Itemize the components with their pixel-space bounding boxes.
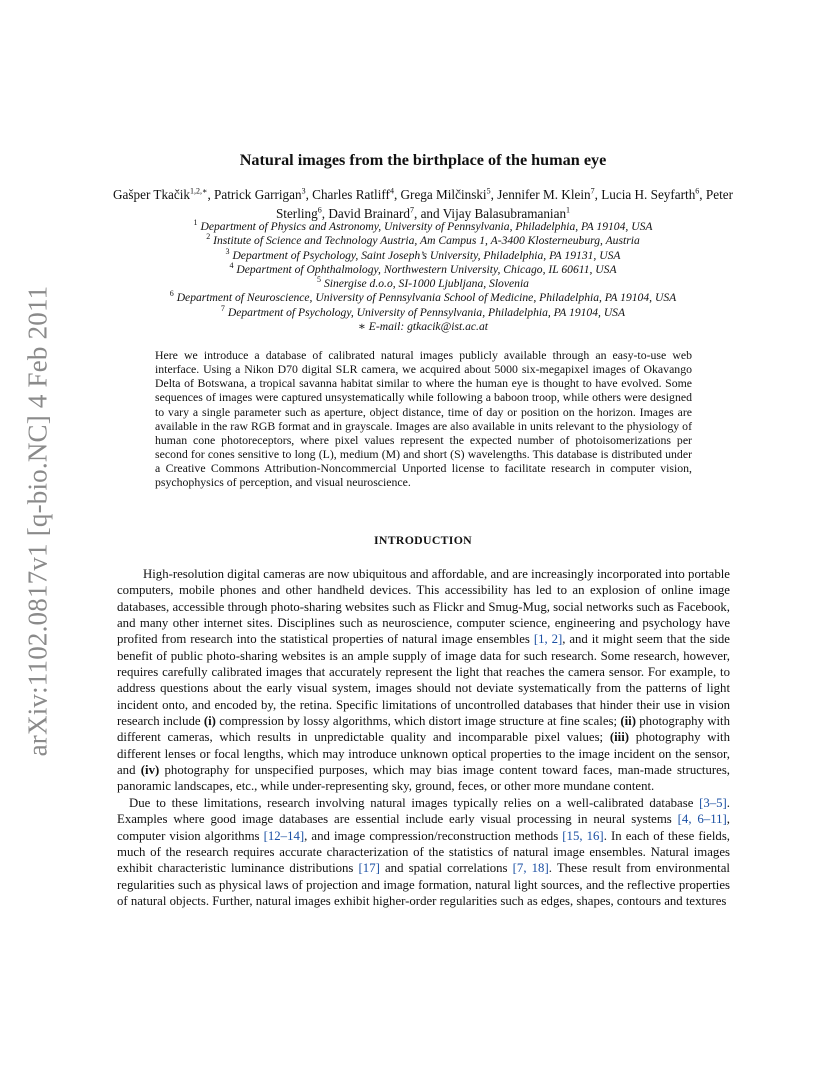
citation-link[interactable]: [4, 6–11] — [677, 812, 727, 827]
affiliation: $^4$ Department of Ophthalmology, Northwestern University, Chicago, IL 60611, USA — [229, 261, 617, 276]
author-list: Gašper Tkačik$^{1,2,∗}$, Patrick Garrigan$^3$, Charles Ratliff$^4$, Grega Milčinski$^5$, Jennifer M. Klein$^7$, Lucia H. Seyfarth$^6$, Peter Sterling$^6$, David Brainard$^7$, and Vijay Balasubramanian$^1$ — [112, 186, 733, 221]
citation-link[interactable]: [12–14] — [263, 828, 305, 843]
affiliation: $^2$ Institute of Science and Technology Austria, Am Campus 1, A-3400 Klosterneuburg, Austria — [206, 232, 640, 248]
arxiv-identifier: arXiv:1102.0817v1 [q-bio.NC] 4 Feb 2011 — [22, 285, 53, 757]
section-heading: INTRODUCTION — [374, 533, 472, 547]
author: Jennifer M. Klein$^7$ — [497, 186, 595, 202]
corresponding-email: ∗ E-mail: gtkacik@ist.ac.at — [358, 320, 488, 334]
abstract: Here we introduce a database of calibrated natural images publicly available through an easy-to-use web interface. Using a Nikon D70 digital SLR camera, we acquired about 5000 six-megapixel images of Okavango Delta of Botswana, a tropical savanna habitat similar to where the human eye is thought to have evolved. Some sequences of images were captured unsystematically while following a baboon troop, while others were designed to vary a single parameter such as aperture, object distance, time of day or position on the horizon. Images are available in the raw RGB format and in grayscale. Images are also available in units relevant to the physiology of human cone photoreceptors, where pixel values represent the expected number of photoisomerizations per second for cones sensitive to long (L), medium (M) and short (S) wavelengths. This database is distributed under a Creative Commons Attribution-Noncommercial Unported license to facilitate research in computer vision, psychophysics of perception, and visual neuroscience. — [155, 348, 692, 490]
citation-link[interactable]: [1, 2] — [533, 632, 563, 647]
affiliation: $^7$ Department of Psychology, University of Pennsylvania, Philadelphia, PA 19104, USA — [220, 303, 626, 319]
affiliation: $^5$ Sinergise d.o.o, SI-1000 Ljubljana, Slovenia — [317, 275, 529, 291]
body-text — [117, 566, 730, 909]
arxiv-sidebar — [18, 286, 58, 756]
paragraph: High-resolution digital cameras are now ubiquitous and affordable, and are increasingly incorporated into portable computers, mobile phones and other handheld devices. This accessibility has led to an explosion of online image databases, accessible through photo-sharing websites such as Flickr and Smug-Mug, social networks such as Facebook, and many other internet sites. Disciplines such as neuroscience, computer science, engineering and psychology have profited from research into the statistical properties of natural image ensembles [1, 2], and it might seem that the side benefit of public photo-sharing websites is an ample supply of image data for such research. Some research, however, requires carefully calibrated images that accurately represent the light that reaches the camera sensor. For example, to address questions about the early visual system, images should not deviate systematically from the patterns of light incident onto, and encoded by, the retina. Specific limitations of uncontrolled databases that hinder their use in vision research include (i) compression by lossy algorithms, which distort image structure at fine scales; (ii) photography with different cameras, which results in unpredictable quality and incomparable pixel values; (iii) photography with different lenses or focal lengths, which may introduce unknown optical properties to the image incident on the sensor, and (iv) photography for unspecified purposes, which may bias image content toward faces, man-made structures, panoramic landscapes, etc., while under-representing sky, ground, feces, or other more mundane content. — [117, 567, 730, 794]
citation-link[interactable]: [17] — [358, 861, 380, 876]
paragraph: Due to these limitations, research involving natural images typically relies on a well-calibrated database [3–5]. Examples where good image databases are essential include early visual processing in neural systems [4, 6–11], computer vision algorithms [12–14], and image compression/reconstruction methods [15, 16]. In each of these fields, much of the research requires accurate characterization of the statistics of natural image ensembles. Natural images exhibit characteristic luminance distributions [17] and spatial correlations [7, 18]. These result from environmental regularities such as physical laws of projection and image formation, natural light sources, and the reflective properties of natural objects. Further, natural images exhibit higher-order regularities such as edges, shapes, contours and textures — [117, 795, 730, 908]
affiliation-list — [110, 220, 736, 334]
author: Peter Sterling$^6$ — [275, 187, 733, 221]
citation-link[interactable]: [3–5] — [699, 795, 727, 810]
affiliation: $^3$ Department of Psychology, Saint Joseph’s University, Philadelphia, PA 19131, USA — [225, 246, 621, 262]
author: Vijay Balasubramanian$^1$ — [442, 205, 571, 221]
author: Gašper Tkačik$^{1,2,∗}$ — [112, 186, 208, 202]
citation-link[interactable]: [7, 18] — [512, 861, 549, 876]
paper-title: Natural images from the birthplace of the human eye — [239, 151, 607, 169]
author: Patrick Garrigan$^3$ — [214, 186, 306, 202]
affiliation: $^1$ Department of Physics and Astronomy, University of Pennsylvania, Philadelphia, PA 19104, USA — [193, 218, 653, 233]
author: David Brainard$^7$ — [328, 205, 414, 221]
author: Lucia H. Seyfarth$^6$ — [601, 186, 700, 202]
affiliation: $^6$ Department of Neuroscience, University of Pennsylvania School of Medicine, Philadelphia, PA 19104, USA — [169, 289, 677, 305]
author: Grega Milčinski$^5$ — [400, 186, 491, 202]
citation-link[interactable]: [15, 16] — [562, 828, 604, 843]
author: Charles Ratliff$^4$ — [312, 186, 394, 202]
